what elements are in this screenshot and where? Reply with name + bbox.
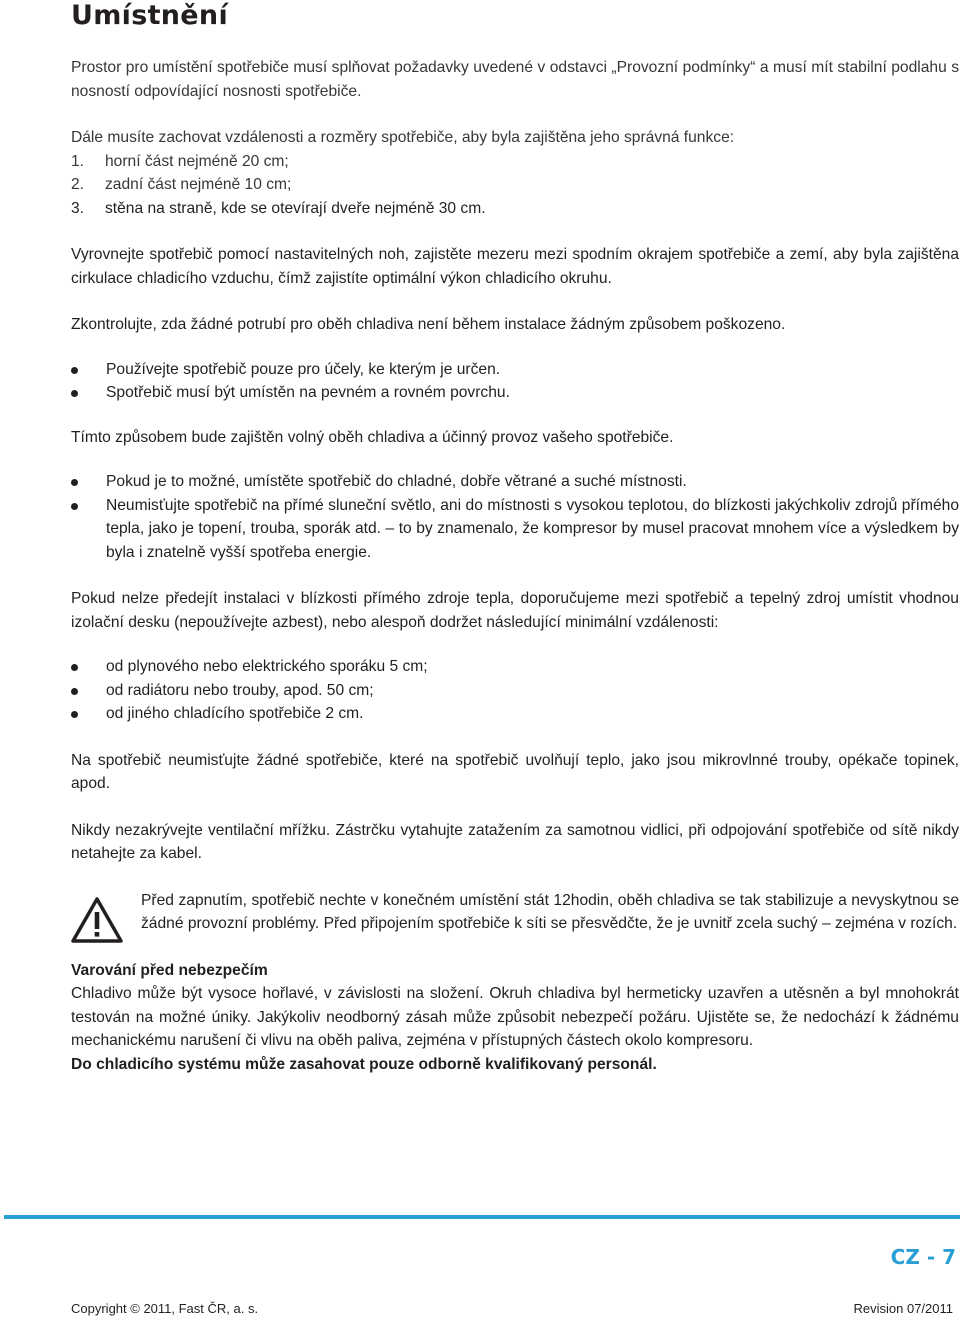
- list-item: Pokud je to možné, umístěte spotřebič do chladné, dobře větrané a suché místnosti.: [71, 470, 959, 494]
- danger-text: Chladivo může být vysoce hořlavé, v závislosti na složení. Okruh chladiva byl hermeticky uzavřen a utěsněn a byl mnohokrát testován na možné úniky. Jakýkoliv neodborný zásah může způsobit nebezpečí požáru. Ujistěte se, že nedochází k žádnému mechanickému narušení či vlivu na oběh paliva, zejména v přístupných částech okolo kompresoru.: [71, 985, 959, 1049]
- revision-date: 07/2011: [906, 1301, 953, 1316]
- paragraph-heat-source: Pokud nelze předejít instalaci v blízkosti přímého zdroje tepla, doporučujeme mezi spotřebič a tepelný zdroj umístit vhodnou izolační desku (nepoužívejte azbest), nebo alespoň dodržet následující minimální vzdálenosti:: [71, 590, 959, 631]
- list-item: Používejte spotřebič pouze pro účely, ke kterým je určen.: [71, 358, 959, 382]
- bullet-icon: [71, 479, 78, 486]
- bullet-icon: [71, 503, 78, 510]
- paragraph-placement-requirements: Prostor pro umístění spotřebiče musí splňovat požadavky uvedené v odstavci „Provozní podmínky“ a musí mít stabilní podlahu s nosností odpovídající nosnosti spotřebiče.: [71, 59, 959, 100]
- bullet-list-location: [71, 470, 959, 564]
- warning-note: [71, 889, 959, 936]
- revision: [853, 1301, 953, 1316]
- list-item: od radiátoru nebo trouby, apod. 50 cm;: [71, 679, 959, 703]
- list-item: od jiného chladícího spotřebiče 2 cm.: [71, 702, 959, 726]
- distance-list: [71, 150, 959, 221]
- list-item: 1. horní část nejméně 20 cm;: [71, 152, 289, 170]
- list-item: 3. stěna na straně, kde se otevírají dveře nejméně 30 cm.: [71, 199, 486, 217]
- danger-heading: Varování před nebezpečím: [71, 961, 268, 979]
- list-item: od plynového nebo elektrického sporáku 5 cm;: [71, 655, 959, 679]
- paragraph-circulation: Tímto způsobem bude zajištěn volný oběh chladiva a účinný provoz vašeho spotřebiče.: [71, 428, 674, 446]
- warning-triangle-icon: [71, 897, 123, 943]
- paragraph-ventilation: Nikdy nezakrývejte ventilační mřížku. Zástrčku vytahujte zatažením za samotnou vidlici, při odpojování spotřebiče od sítě nikdy netahejte za kabel.: [71, 821, 959, 862]
- page-number: CZ - 7: [890, 1245, 956, 1269]
- list-item: Neumisťujte spotřebič na přímé sluneční světlo, ani do místnosti s vysokou teplotou, do blízkosti jakýchkoliv zdrojů přímého tepla, jako je topení, trouba, sporák atd. – to by znamenalo, že kompresor by musel pracovat mnohem více a výsledkem by byla i znatelně vyšší spotřeba energie.: [71, 494, 959, 565]
- bullet-list-min-distances: [71, 655, 959, 726]
- paragraph-levelling: Vyrovnejte spotřebič pomocí nastavitelných noh, zajistěte mezeru mezi spodním okrajem spotřebiče a zemí, aby byla zajištěna cirkulace chladicího vzduchu, čímž zajistíte optimální výkon chladicího okruhu.: [71, 246, 959, 287]
- paragraph-pipe-check: Zkontrolujte, zda žádné potrubí pro oběh chladiva není během instalace žádným způsobem poškozeno.: [71, 316, 786, 333]
- copyright: Copyright © 2011, Fast ČR, a. s.: [71, 1301, 259, 1316]
- list-item: 2. zadní část nejméně 10 cm;: [71, 176, 292, 193]
- revision-label: Revision: [853, 1301, 904, 1316]
- bullet-icon: [71, 367, 78, 374]
- bullet-icon: [71, 711, 78, 718]
- bullet-list-usage: [71, 358, 959, 405]
- page-title: Umístnění: [71, 0, 229, 31]
- main-content: [71, 56, 959, 1076]
- paragraph-distances-intro: Dále musíte zachovat vzdálenosti a rozměry spotřebiče, aby byla zajištěna jeho správná funkce:: [71, 129, 735, 146]
- paragraph-no-appliances-on-top: Na spotřebič neumisťujte žádné spotřebiče, které na spotřebič uvolňují teplo, jako jsou mikrovlnné trouby, opékače topinek, apod.: [71, 751, 959, 792]
- bullet-icon: [71, 664, 78, 671]
- footer-rule: [4, 1215, 960, 1219]
- bullet-icon: [71, 688, 78, 695]
- danger-qualified-personnel: Do chladicího systému může zasahovat pouze odborně kvalifikovaný personál.: [71, 1055, 657, 1073]
- warning-text: Před zapnutím, spotřebič nechte v konečném umístění stát 12hodin, oběh chladiva se tak stabilizuje a nevyskytnou se žádné provozní problémy. Před připojením spotřebiče k síti se přesvědčte, že je uvnitř zcela suchý – zejména v rozích.: [141, 891, 959, 932]
- list-item: Spotřebič musí být umístěn na pevném a rovném povrchu.: [71, 381, 959, 405]
- bullet-icon: [71, 390, 78, 397]
